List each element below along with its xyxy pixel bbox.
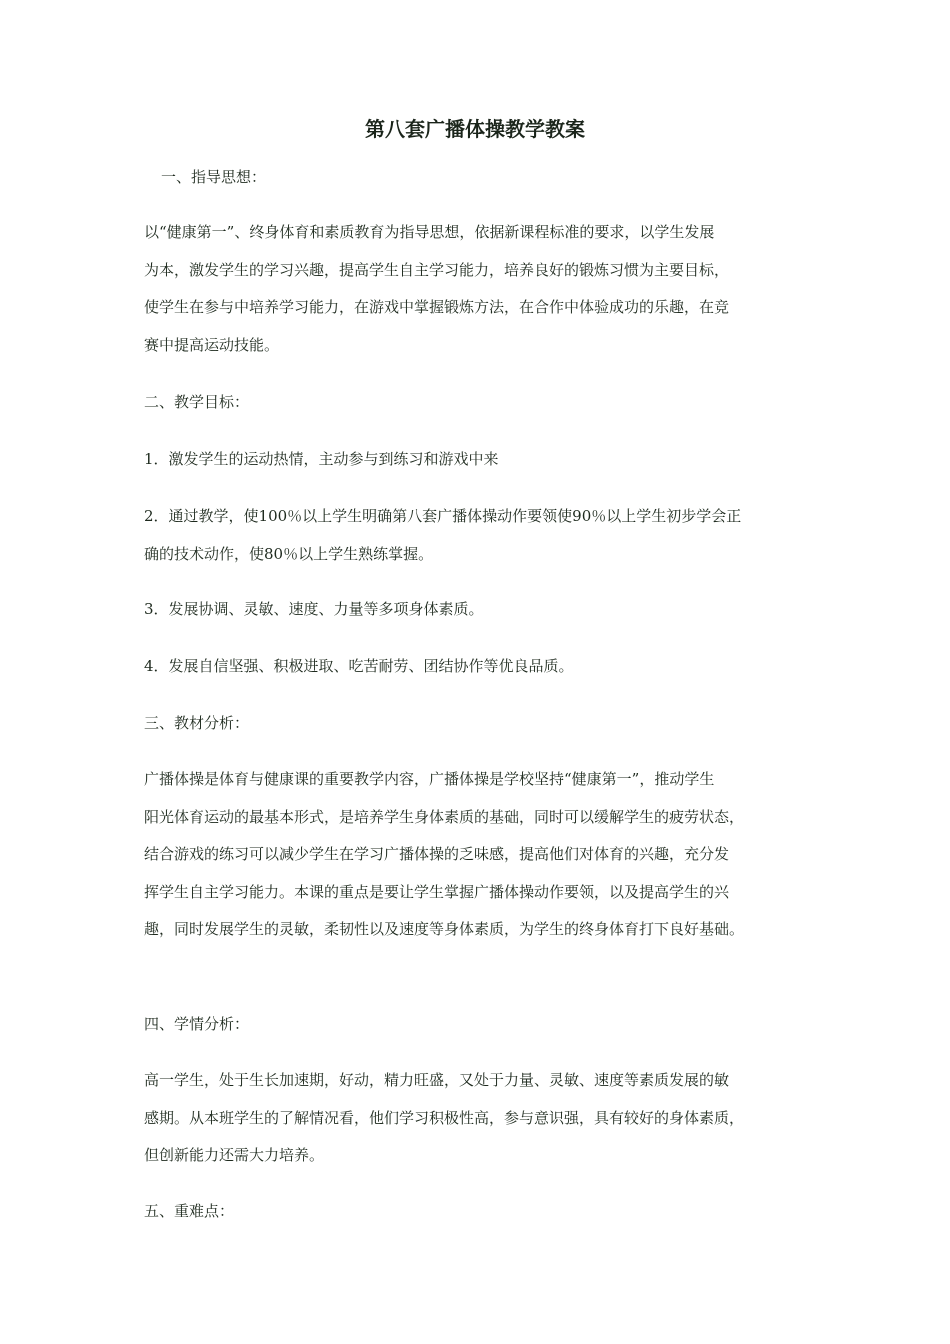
text-line: 2．通过教学，使100％以上学生明确第八套广播体操动作要领使90％以上学生初步学会正 bbox=[144, 507, 742, 525]
section-heading-material: 三、教材分析： bbox=[144, 714, 250, 732]
section-heading-goals: 二、教学目标： bbox=[144, 393, 250, 411]
goal-item-3: 3．发展协调、灵敏、速度、力量等多项身体素质。 bbox=[144, 600, 484, 618]
document-title: 第八套广播体操教学教案 bbox=[365, 117, 585, 141]
text-line: 结合游戏的练习可以减少学生在学习广播体操的乏味感，提高他们对体育的兴趣，充分发 bbox=[144, 845, 730, 863]
text-line: 为本，激发学生的学习兴趣，提高学生自主学习能力，培养良好的锻炼习惯为主要目标， bbox=[144, 260, 730, 279]
text-line: 广播体操是体育与健康课的重要教学内容，广播体操是学校坚持“健康第一”，推动学生 bbox=[144, 770, 715, 788]
text-line: 但创新能力还需大力培养。 bbox=[144, 1146, 325, 1164]
text-line: 确的技术动作，使80％以上学生熟练掌握。 bbox=[144, 544, 434, 563]
text-line: 感期。从本班学生的了解情况看，他们学习积极性高，参与意识强，具有较好的身体素质， bbox=[144, 1108, 745, 1127]
section-heading-guiding: 一、指导思想： bbox=[161, 168, 267, 186]
text-line: 趣，同时发展学生的灵敏，柔韧性以及速度等身体素质，为学生的终身体育打下良好基础。 bbox=[144, 920, 745, 938]
goal-item-1: 1．激发学生的运动热情，主动参与到练习和游戏中来 bbox=[144, 450, 499, 468]
paragraph-material bbox=[144, 761, 812, 949]
text-line: 挥学生自主学习能力。本课的重点是要让学生掌握广播体操动作要领，以及提高学生的兴 bbox=[144, 882, 730, 901]
paragraph-students bbox=[144, 1062, 812, 1175]
paragraph-guiding bbox=[144, 214, 812, 364]
goal-item-4: 4．发展自信坚强、积极进取、吃苦耐劳、团结协作等优良品质。 bbox=[144, 657, 574, 675]
text-line: 使学生在参与中培养学习能力，在游戏中掌握锻炼方法，在合作中体验成功的乐趣，在竞 bbox=[144, 298, 730, 316]
goal-item-2 bbox=[144, 498, 812, 573]
text-line: 高一学生，处于生长加速期，好动，精力旺盛，又处于力量、灵敏、速度等素质发展的敏 bbox=[144, 1071, 730, 1089]
section-heading-keypoints: 五、重难点： bbox=[144, 1202, 235, 1220]
text-line: 以“健康第一”、终身体育和素质教育为指导思想，依据新课程标准的要求，以学生发展 bbox=[144, 223, 715, 241]
section-heading-students: 四、学情分析： bbox=[144, 1015, 250, 1033]
text-line: 阳光体育运动的最基本形式，是培养学生身体素质的基础，同时可以缓解学生的疲劳状态， bbox=[144, 807, 745, 826]
text-line: 赛中提高运动技能。 bbox=[144, 335, 280, 354]
